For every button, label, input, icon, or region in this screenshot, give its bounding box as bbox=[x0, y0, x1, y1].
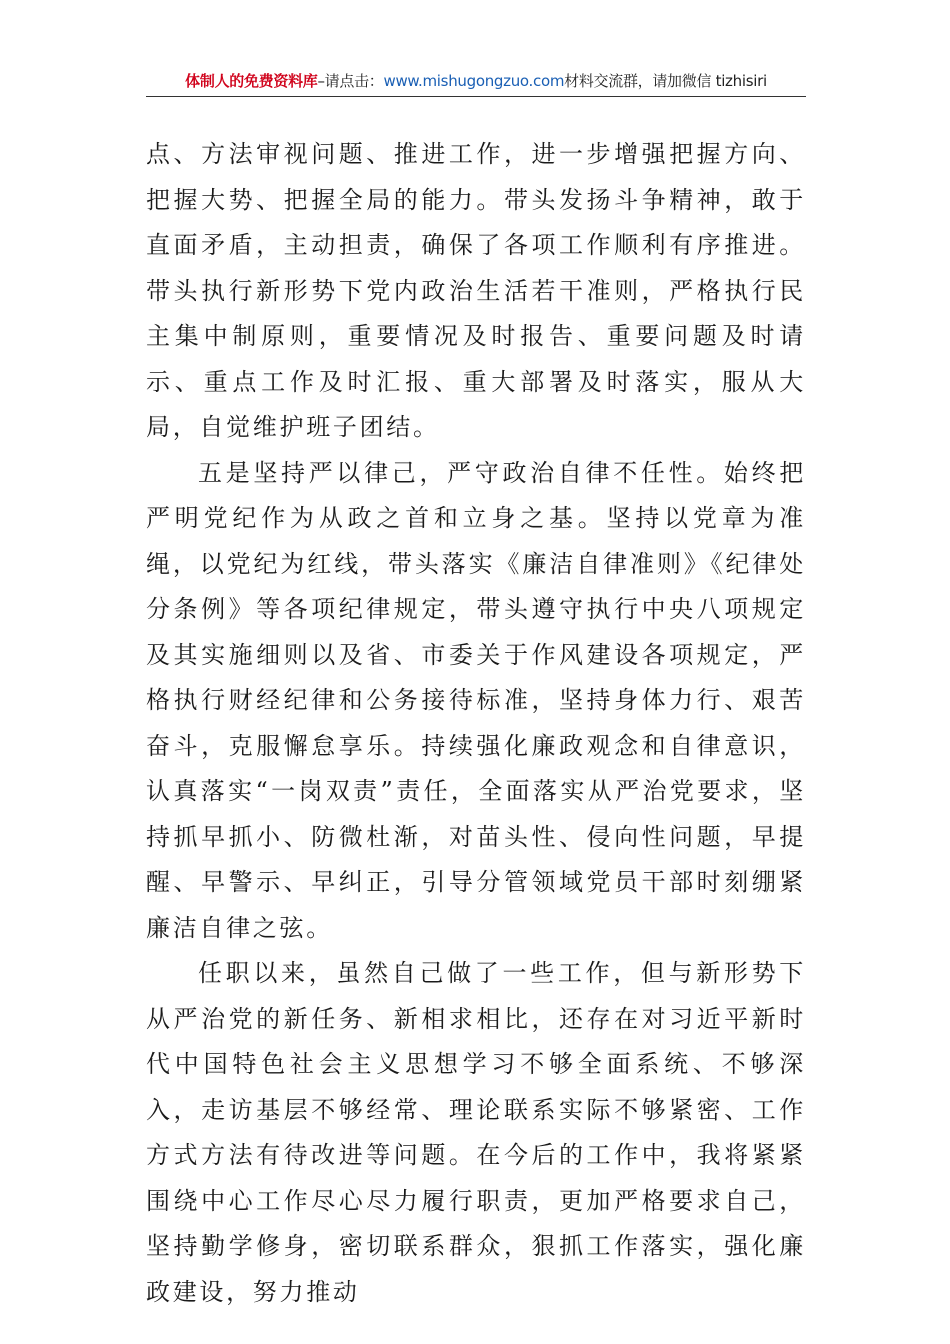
header-link[interactable]: www.mishugongzuo.com bbox=[383, 72, 565, 90]
document-body bbox=[146, 132, 806, 1315]
page-header bbox=[146, 70, 806, 97]
paragraph-summary: 任职以来，虽然自己做了一些工作，但与新形势下从严治党的新任务、新相求相比，还存在对习近平新时代中国特色社会主义思想学习不够全面系统、不够深入，走访基层不够经常、理论联系实际不够紧密、工作方式方法有待改进等问题。在今后的工作中，我将紧紧围绕中心工作尽心尽力履行职责，更加严格要求自己，坚持勤学修身，密切联系群众，狠抓工作落实，强化廉政建设，努力推动 bbox=[146, 959, 806, 1306]
header-tail: 材料交流群，请加微信 tizhisiri bbox=[564, 72, 767, 90]
header-separator: –请点击： bbox=[317, 72, 384, 90]
header-brand: 体制人的免费资料库 bbox=[185, 72, 318, 90]
paragraph-continuation: 点、方法审视问题、推进工作，进一步增强把握方向、把握大势、把握全局的能力。带头发扬斗争精神，敢于直面矛盾，主动担责，确保了各项工作顺利有序推进。带头执行新形势下党内政治生活若干准则，严格执行民主集中制原则，重要情况及时报告、重要问题及时请示、重点工作及时汇报、重大部署及时落实，服从大局，自觉维护班子团结。 bbox=[146, 140, 806, 441]
paragraph-self-discipline: 五是坚持严以律己，严守政治自律不任性。始终把严明党纪作为从政之首和立身之基。坚持以党章为准绳，以党纪为红线，带头落实《廉洁自律准则》《纪律处分条例》等各项纪律规定，带头遵守执行中央八项规定及其实施细则以及省、市委关于作风建设各项规定，严格执行财经纪律和公务接待标准，坚持身体力行、艰苦奋斗，克服懈怠享乐。持续强化廉政观念和自律意识，认真落实“一岗双责”责任，全面落实从严治党要求，坚持抓早抓小、防微杜渐，对苗头性、侵向性问题，早提醒、早警示、早纠正，引导分管领域党员干部时刻绷紧廉洁自律之弦。 bbox=[146, 458, 806, 942]
